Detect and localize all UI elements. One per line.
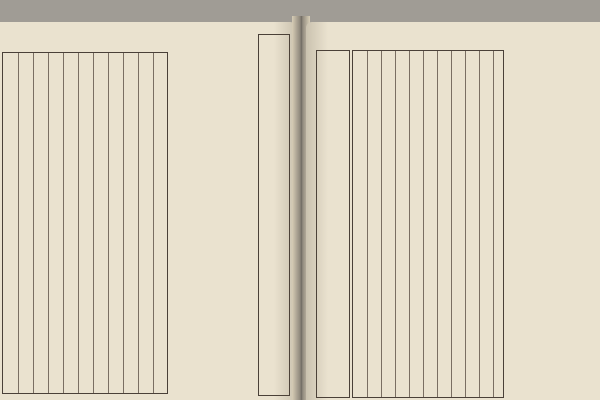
left-body-column [1,59,19,387]
right-page [306,22,600,400]
right-body-column [349,57,367,391]
left-body-frame [2,52,168,394]
right-page-subtitle [532,78,550,138]
left-page-subtitle [200,58,218,118]
right-page-heading [510,102,528,142]
left-page-heading [174,84,192,124]
left-page [0,22,296,400]
right-page-title [560,54,582,254]
right-body-frame [352,50,504,398]
left-page-title [228,34,250,244]
